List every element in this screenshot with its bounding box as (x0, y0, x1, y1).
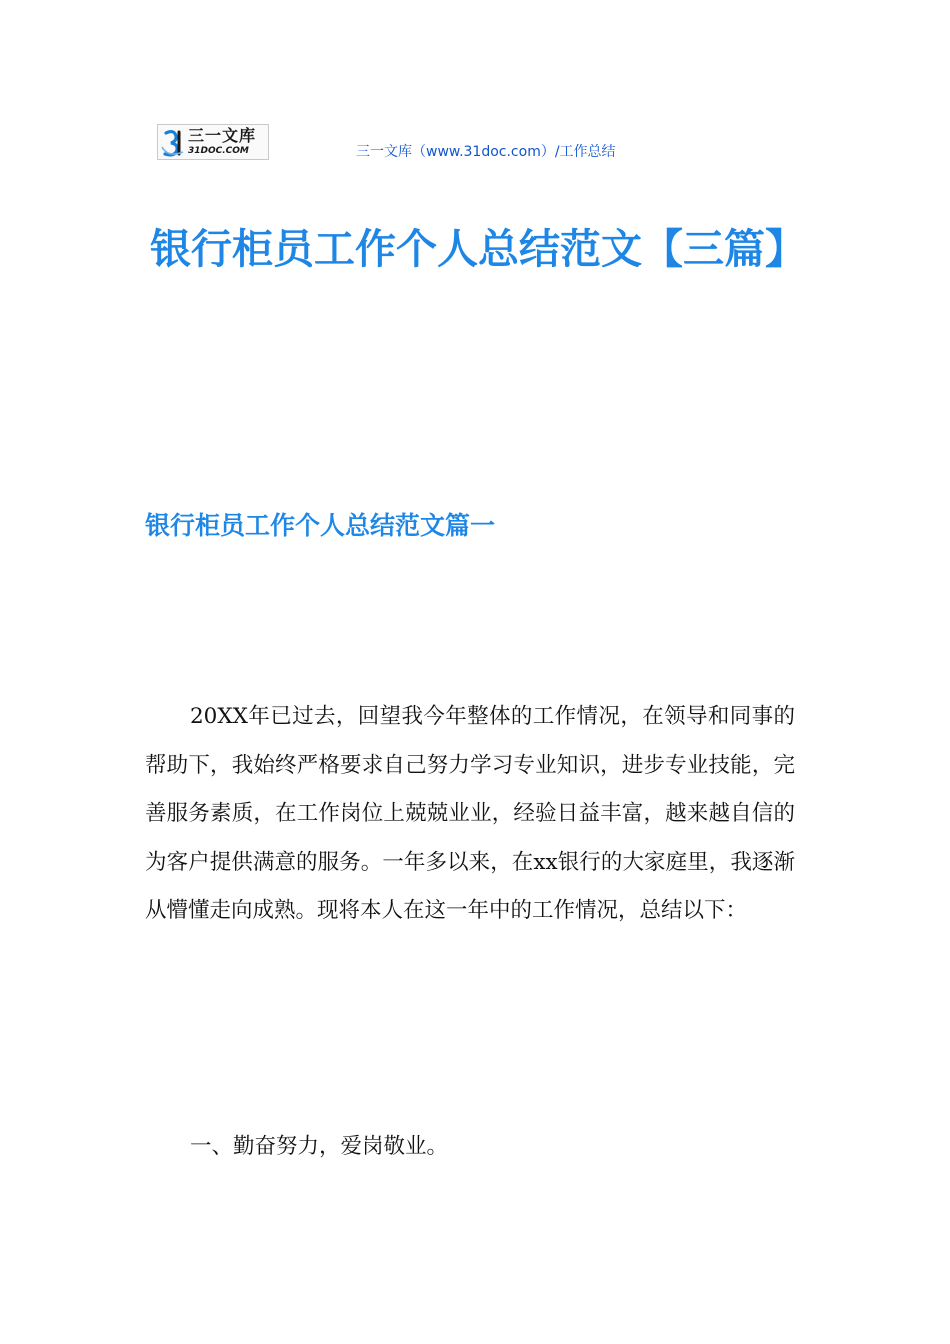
31doc-logo-icon (160, 127, 188, 159)
logo-subtext: 31DOC.COM (188, 146, 249, 156)
section-heading: 银行柜员工作个人总结范文篇一 (145, 511, 496, 540)
document-title: 银行柜员工作个人总结范文【三篇】 (150, 225, 806, 273)
logo-text: 三一文库 (188, 126, 257, 145)
sub-heading: 一、勤奋努力，爱岗敬业。 (190, 1134, 449, 1159)
body-paragraph: 20XX年已过去，回望我今年整体的工作情况，在领导和同事的帮助下，我始终严格要求自己努力学习专业知识，进步专业技能，完善服务素质，在工作岗位上兢兢业业，经验日益丰富，越来越自信的为客户提供满意的服务。一年多以来，在xx银行的大家庭里，我逐渐从懵懂走向成熟。现将本人在这一年中的工作情况，总结以下： (145, 704, 795, 924)
site-breadcrumb-link[interactable]: 三一文库（www.31doc.com）/工作总结 (356, 144, 616, 160)
site-logo[interactable] (157, 124, 269, 160)
